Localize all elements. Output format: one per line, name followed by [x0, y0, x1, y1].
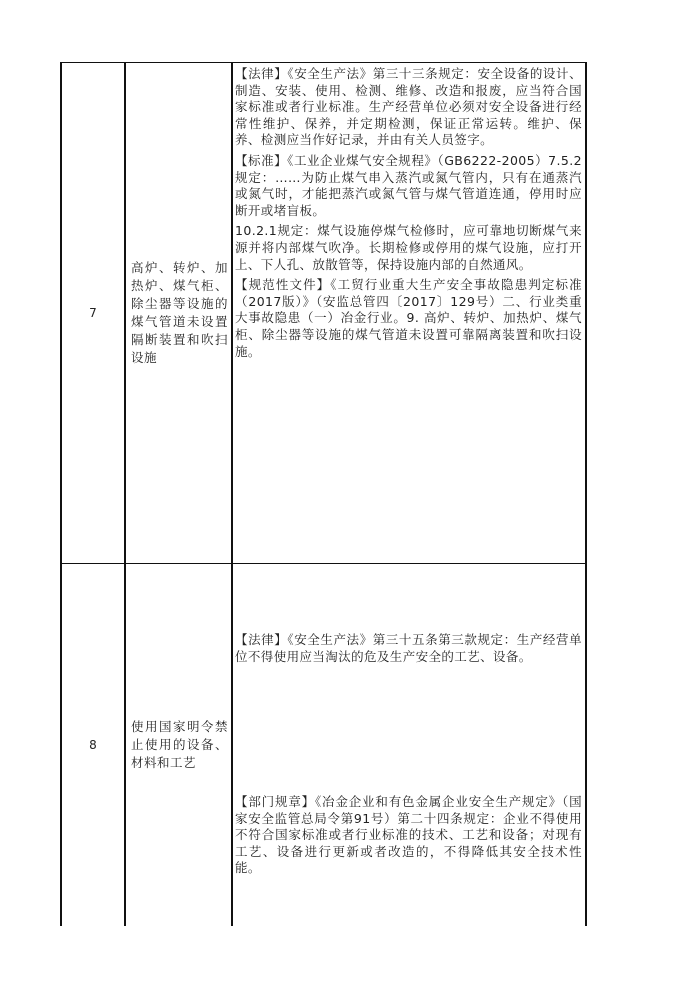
row-number-cell [61, 564, 125, 927]
basis-paragraph: 【部门规章】《冶金企业和有色金属企业安全生产规定》（国家安全监管总局令第91号）第二十四条规定：企业不得使用不符合国家标准或者行业标准的技术、工艺和设备；对现有工艺、设备进行更新或者改造的，不得降低其安全技术性能。 [235, 794, 582, 876]
hazard-item-text: 使用国家明令禁止使用的设备、材料和工艺 [131, 719, 228, 770]
legal-basis-cell [232, 564, 586, 927]
table-row [61, 564, 586, 927]
hazard-item-cell [125, 63, 232, 564]
basis-paragraph: 【法律】《安全生产法》第三十三条规定：安全设备的设计、制造、安装、使用、检测、维修、改造和报废，应当符合国家标准或者行业标准。生产经营单位必须对安全设备进行经常性维护、保养，并定期检测，保证正常运转。维护、保养、检测应当作好记录，并由有关人员签字。 [235, 66, 582, 148]
row-number: 8 [89, 738, 97, 752]
row-number-cell [61, 63, 125, 564]
basis-paragraph: 【规范性文件】《工贸行业重大生产安全事故隐患判定标准（2017版）》（安监总管四〔2017〕129号）二、行业类重大事故隐患（一）冶金行业。9. 高炉、转炉、加热炉、煤气柜、除尘器等设施的煤气管道未设置可靠隔离装置和吹扫设施。 [235, 277, 582, 359]
basis-paragraph: 【法律】《安全生产法》第三十五条第三款规定：生产经营单位不得使用应当淘汰的危及生产安全的工艺、设备。 [235, 632, 582, 664]
table-row [61, 63, 586, 564]
row-number: 7 [89, 306, 97, 320]
hazard-table [60, 62, 587, 926]
basis-paragraph: 【标准】《工业企业煤气安全规程》（GB6222-2005）7.5.2规定：……为防止煤气串入蒸汽或氮气管内，只有在通蒸汽或氮气时，才能把蒸汽或氮气管与煤气管道连通，停用时应断开或堵盲板。 [235, 152, 582, 218]
legal-basis-cell [232, 63, 586, 564]
hazard-item-cell [125, 564, 232, 927]
hazard-item-text: 高炉、转炉、加热炉、煤气柜、除尘器等设施的煤气管道未设置隔断装置和吹扫设施 [131, 260, 228, 365]
basis-paragraph: 10.2.1规定：煤气设施停煤气检修时，应可靠地切断煤气来源并将内部煤气吹净。长期检修或停用的煤气设施，应打开上、下人孔、放散管等，保持设施内部的自然通风。 [235, 223, 582, 272]
